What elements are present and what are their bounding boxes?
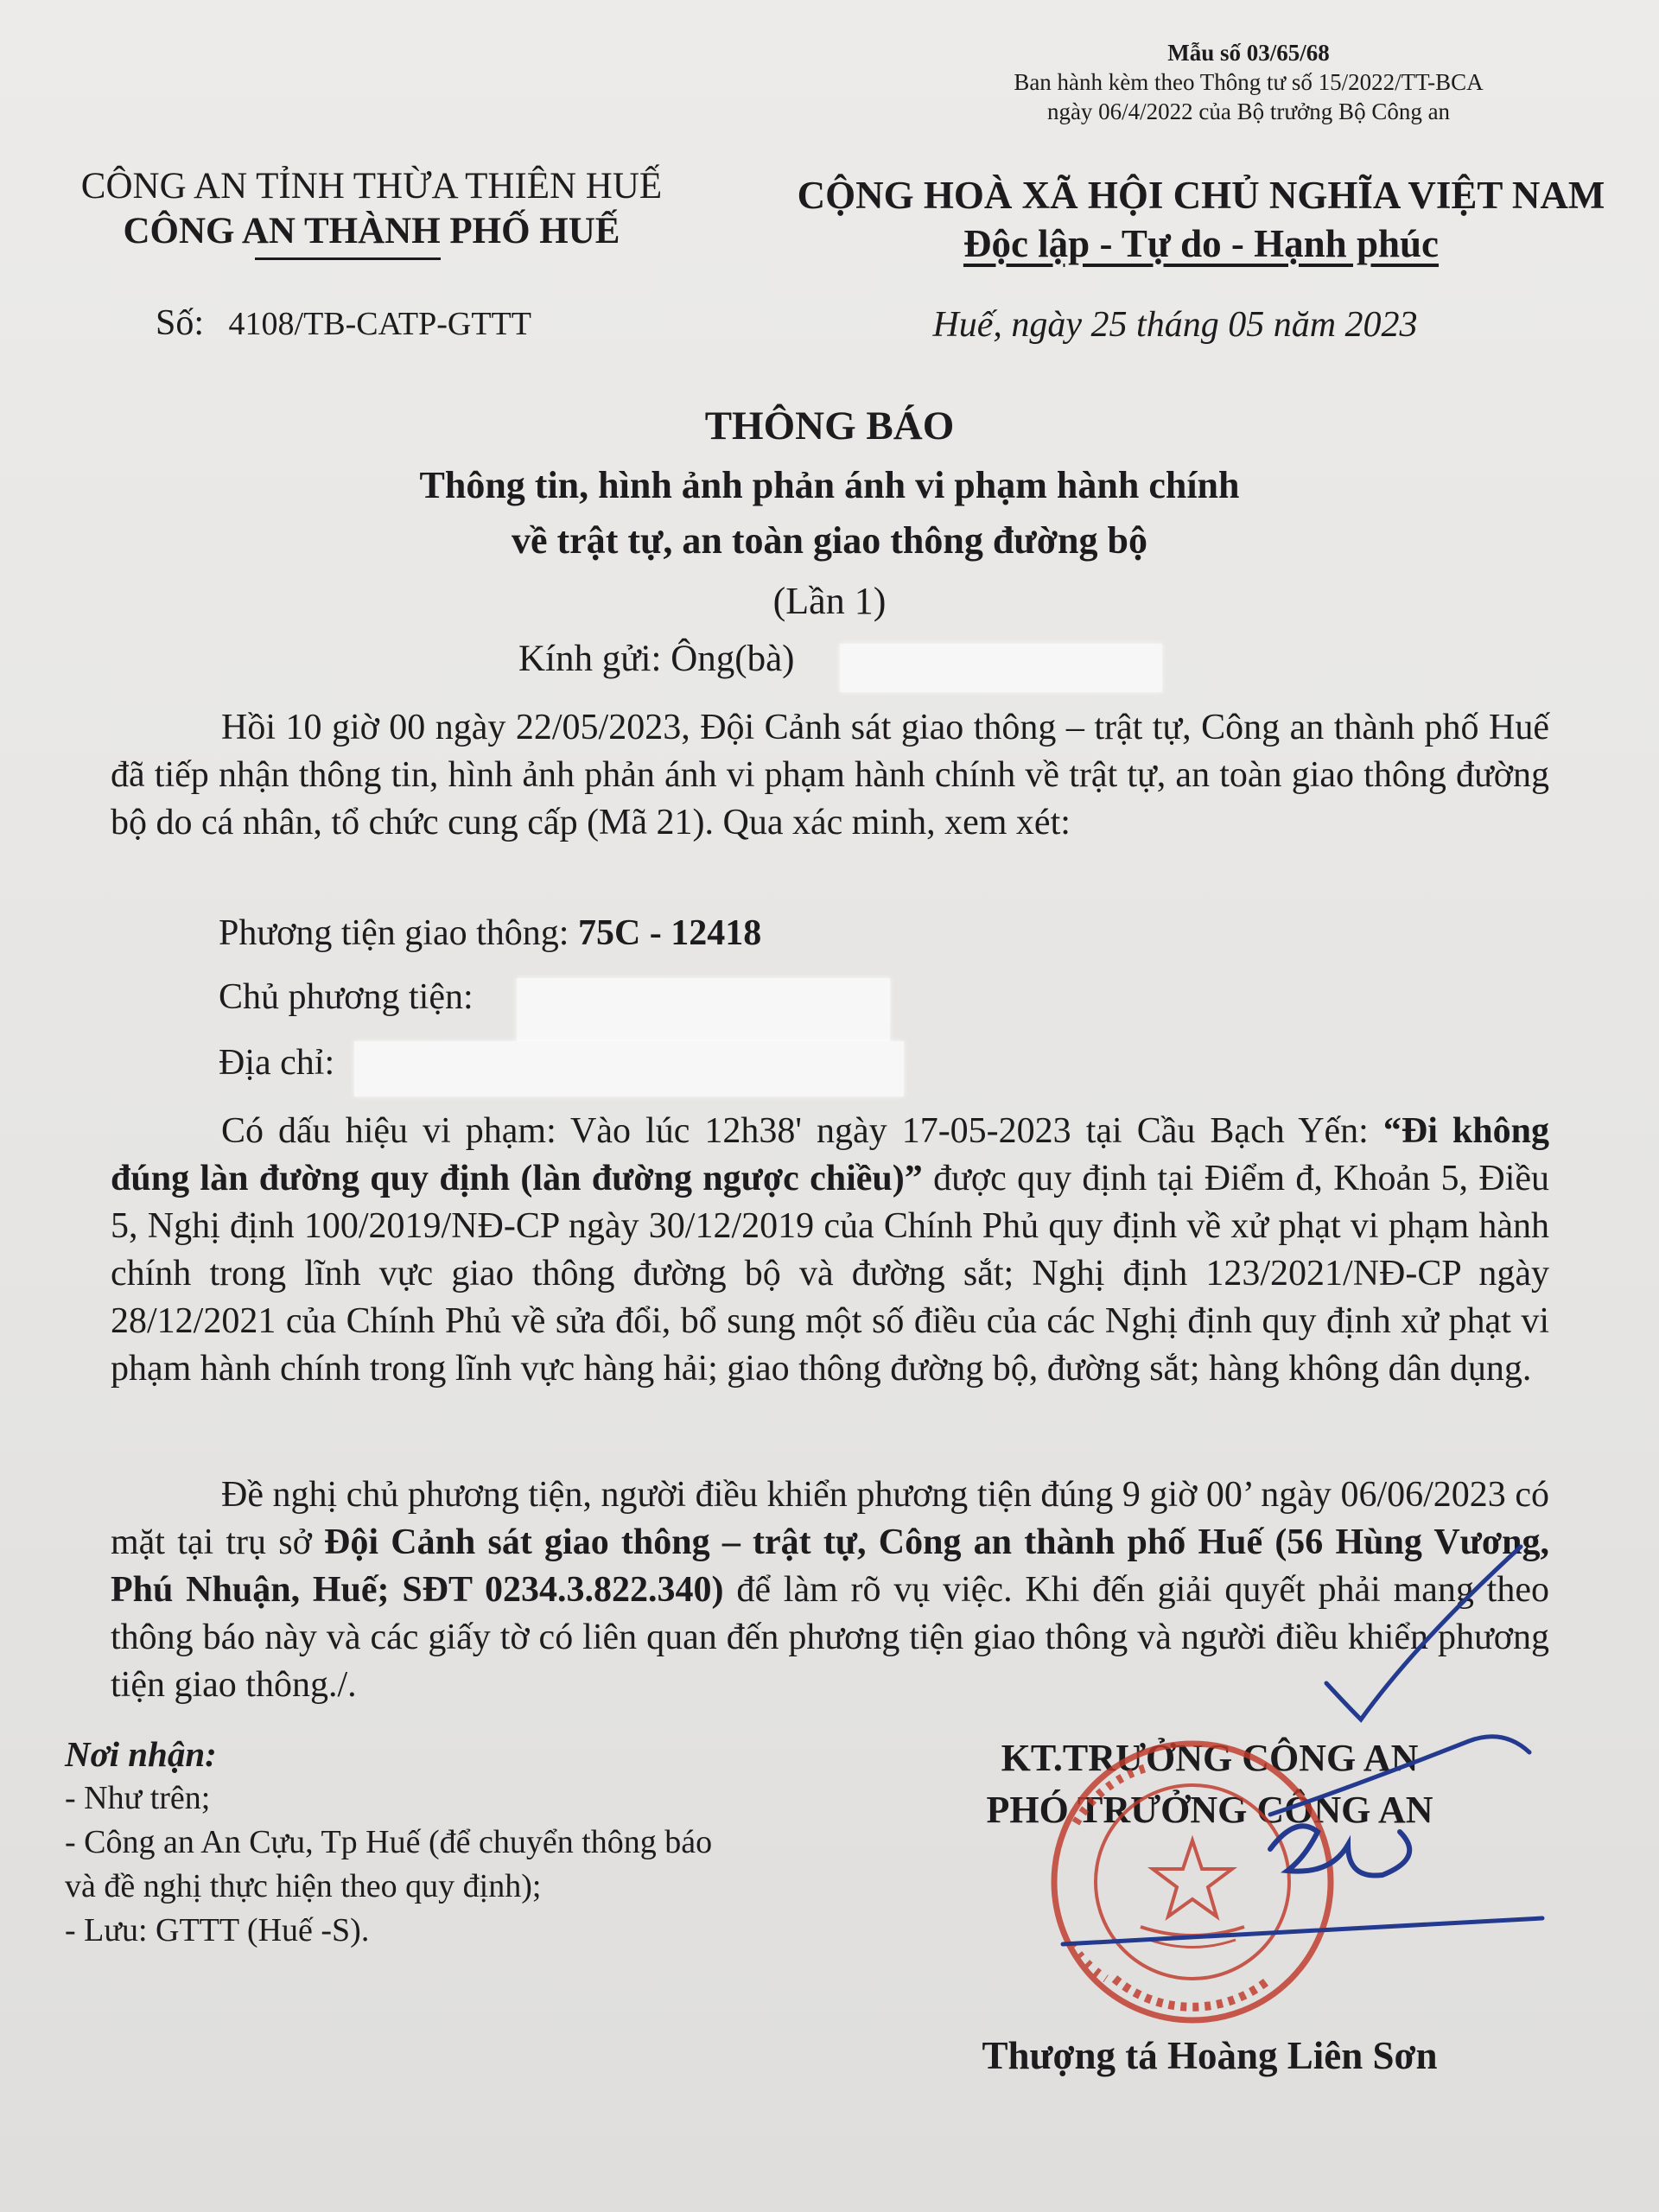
- summons-lead: Đề nghị chủ phương tiện, người điều khiển phương tiện đúng 9 giờ 00’ ngày 06/06/2023 có mặt tại trụ sở: [111, 1475, 1549, 1562]
- document-title: THÔNG BÁO: [704, 404, 955, 448]
- issuing-agency: CÔNG AN THÀNH PHỐ HUẾ: [123, 211, 620, 251]
- summons-office: Đội Cảnh sát giao thông – trật tự, Công an thành phố Huế (56 Hùng Vương, Phú Nhuận, Huế; SĐT 0234.3.822.340): [111, 1522, 1550, 1610]
- vehicle-plate: 75C - 12418: [577, 913, 762, 953]
- signature-title: PHÓ TRƯỞNG CÔNG AN: [986, 1789, 1433, 1831]
- signature-authority: KT.TRƯỞNG CÔNG AN: [1001, 1737, 1419, 1779]
- official-seal-stamp: [1054, 1744, 1331, 2020]
- notice-count: (Lần 1): [772, 580, 887, 622]
- salutation: Kính gửi: Ông(bà): [518, 639, 795, 679]
- recipient-item: - Lưu: GTTT (Huế -S).: [65, 1912, 370, 1948]
- parent-agency: CÔNG AN TỈNH THỪA THIÊN HUẾ: [80, 166, 663, 207]
- subtitle-line-2: về trật tự, an toàn giao thông đường bộ: [511, 519, 1147, 562]
- vehicle-label: Phương tiện giao thông:: [219, 913, 569, 953]
- recipient-item: - Như trên;: [65, 1780, 211, 1816]
- document-number-label: Số:: [156, 303, 205, 343]
- recipient-item: và đề nghị thực hiện theo quy định);: [65, 1868, 542, 1904]
- form-issuance-date: ngày 06/4/2022 của Bộ trưởng Bộ Công an: [1046, 99, 1451, 124]
- signer-name: Thượng tá Hoàng Liên Sơn: [982, 2034, 1438, 2077]
- nation-motto: Độc lập - Tự do - Hạnh phúc: [963, 222, 1440, 265]
- subtitle-line-1: Thông tin, hình ảnh phản ánh vi phạm hành chính: [419, 464, 1240, 506]
- address-label: Địa chỉ:: [219, 1043, 335, 1083]
- owner-label: Chủ phương tiện:: [219, 977, 474, 1017]
- recipients-heading: Nơi nhận:: [65, 1734, 217, 1774]
- paragraph-intake-text: Hồi 10 giờ 00 ngày 22/05/2023, Đội Cảnh sát giao thông – trật tự, Công an thành phố Huế đã tiếp nhận thông tin, hình ảnh phản ánh vi phạm hành chính về trật tự, an toàn giao thông đường bộ do cá nhân, tổ chức cung cấp (Mã 21). Qua xác minh, xem xét:: [111, 708, 1549, 842]
- form-issuance-line: Ban hành kèm theo Thông tư số 15/2022/TT-BCA: [1014, 69, 1484, 95]
- nation-name: CỘNG HOÀ XÃ HỘI CHỦ NGHĨA VIỆT NAM: [797, 174, 1605, 217]
- handwritten-signature: [1063, 1547, 1542, 1944]
- violation-description: “Đi không đúng làn đường quy định (làn đường ngược chiều)”: [111, 1111, 1550, 1198]
- recipient-item: - Công an An Cựu, Tp Huế (để chuyển thông báo: [65, 1824, 713, 1860]
- violation-lead: Có dấu hiệu vi phạm: Vào lúc 12h38' ngày 17-05-2023 tại Cầu Bạch Yến:: [221, 1111, 1369, 1151]
- document-number-value: 4108/TB-CATP-GTTT: [228, 306, 531, 342]
- violation-legal-basis: được quy định tại Điểm đ, Khoản 5, Điều 5, Nghị định 100/2019/NĐ-CP ngày 30/12/2019 của Chính Phủ quy định về xử phạt vi phạm hành chính trong lĩnh vực giao thông đường bộ và đường sắt; Nghị định 123/2021/NĐ-CP ngày 28/12/2021 của Chính Phủ về sửa đổi, bổ sung một số điều của các Nghị định quy định xử phạt vi phạm hành chính trong lĩnh vực hàng hải; giao thông đường bộ, đường sắt; hàng không dân dụng.: [111, 1159, 1550, 1389]
- summons-instructions: để làm rõ vụ việc. Khi đến giải quyết phải mang theo thông báo này và các giấy tờ có liên quan đến phương tiện giao thông và người điều khiển phương tiện giao thông./.: [111, 1570, 1549, 1705]
- place-date: Huế, ngày 25 tháng 05 năm 2023: [932, 305, 1418, 345]
- form-number: Mẫu số 03/65/68: [1167, 40, 1330, 66]
